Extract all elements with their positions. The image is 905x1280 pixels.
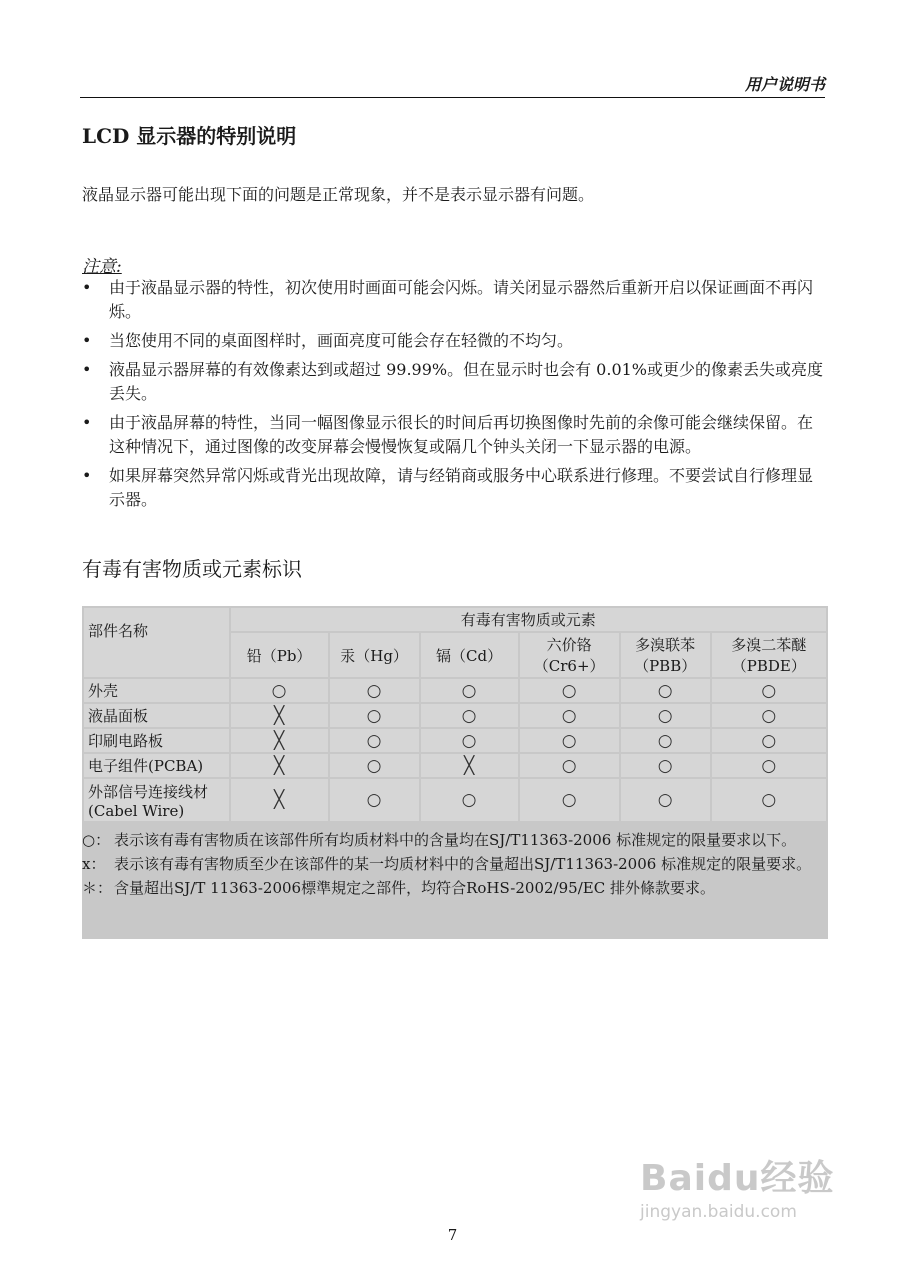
mark-symbol: ○ (761, 790, 777, 810)
list-item (82, 329, 827, 353)
mark-cell (231, 679, 328, 702)
footnote-symbol: x： (82, 855, 106, 873)
list-item (82, 464, 827, 512)
mark-cell (621, 729, 710, 752)
table-footnotes (82, 829, 828, 901)
part-name-cell (84, 779, 229, 821)
col-label-sub: （Cr6+） (533, 657, 605, 675)
col-label: 多溴联苯 (635, 636, 696, 654)
footnote-asterisk (82, 877, 828, 899)
table-row (84, 704, 826, 727)
mark-cell (421, 779, 518, 821)
mark-cell (421, 679, 518, 702)
mark-symbol: ○ (461, 790, 477, 810)
section-title-lcd: LCD 显示器的特别说明 (82, 124, 297, 148)
col-label: 铅（Pb） (246, 646, 312, 665)
mark-cell (330, 729, 419, 752)
mark-cell (330, 679, 419, 702)
header-col-pb (231, 633, 328, 677)
part-name: 外部信号连接线材 (88, 782, 209, 801)
mark-cell (712, 679, 826, 702)
mark-symbol: ○ (761, 755, 777, 776)
mark-cell (520, 679, 619, 702)
mark-symbol: ○ (461, 730, 477, 751)
mark-symbol: ○ (561, 755, 577, 776)
header-part-name: 部件名称 (84, 608, 229, 677)
part-name: 液晶面板 (88, 707, 149, 725)
mark-symbol: ╳ (273, 730, 285, 751)
header-col-cd (421, 633, 518, 677)
intro-paragraph: 液晶显示器可能出现下面的问题是正常现象，并不是表示显示器有问题。 (82, 185, 595, 204)
bullet-icon: • (82, 360, 92, 379)
part-name: 印刷电路板 (88, 732, 164, 750)
table-row (84, 779, 826, 821)
mark-symbol: ○ (761, 730, 777, 751)
mark-symbol: ○ (366, 730, 382, 751)
mark-cell (421, 754, 518, 777)
footnote-text: 表示该有毒有害物质至少在该部件的某一均质材料中的含量超出SJ/T11363-2006 标准规定的限量要求。 (114, 855, 812, 873)
mark-symbol: ○ (366, 790, 382, 810)
mark-symbol: ○ (561, 790, 577, 810)
col-label-sub: （PBB） (634, 657, 697, 675)
mark-symbol: ○ (657, 730, 673, 751)
bullet-icon: • (82, 331, 92, 350)
mark-symbol: ○ (657, 790, 673, 810)
notes-list (82, 276, 827, 517)
col-label: 镉（Cd） (436, 646, 503, 665)
mark-cell (330, 779, 419, 821)
bullet-text: 当您使用不同的桌面图样时，画面亮度可能会存在轻微的不均匀。 (109, 331, 574, 350)
mark-symbol: ○ (561, 705, 577, 726)
col-label: 汞（Hg） (340, 646, 408, 665)
footnote-cross (82, 853, 828, 875)
col-label-sub: （PBDE） (731, 657, 806, 675)
section-title-hazardous: 有毒有害物质或元素标识 (82, 557, 302, 581)
mark-symbol: ○ (657, 680, 673, 701)
mark-symbol: ○ (461, 680, 477, 701)
mark-symbol: ○ (761, 705, 777, 726)
mark-cell (520, 729, 619, 752)
header-col-pbb (621, 633, 710, 677)
mark-cell (712, 704, 826, 727)
header-col-hg (330, 633, 419, 677)
mark-cell (712, 779, 826, 821)
mark-cell (621, 704, 710, 727)
header-title: 用户说明书 (744, 75, 825, 94)
bullet-text: 液晶显示器屏幕的有效像素达到或超过 99.99%。但在显示时也会有 0.01%或更少的像素丢失或亮度丢失。 (109, 360, 824, 403)
page-number: 7 (447, 1226, 458, 1244)
mark-symbol: ╳ (463, 755, 475, 776)
mark-symbol: ○ (366, 755, 382, 776)
mark-cell (520, 754, 619, 777)
mark-symbol: ○ (761, 680, 777, 701)
mark-symbol: ○ (461, 705, 477, 726)
mark-cell (421, 729, 518, 752)
watermark-url: jingyan.baidu.com (640, 1202, 797, 1222)
list-item (82, 358, 827, 406)
header-substance-group: 有毒有害物质或元素 (231, 608, 826, 631)
mark-cell (231, 729, 328, 752)
mark-cell (621, 779, 710, 821)
note-label: 注意: (82, 257, 122, 277)
mark-cell (712, 729, 826, 752)
mark-cell (520, 704, 619, 727)
footnote-circle (82, 829, 828, 851)
part-name-sub: (Cabel Wire) (88, 801, 185, 820)
mark-symbol: ○ (366, 680, 382, 701)
hazardous-substances-table (82, 606, 828, 823)
mark-cell (231, 704, 328, 727)
bullet-icon: • (82, 466, 92, 485)
header-col-cr6 (520, 633, 619, 677)
list-item (82, 411, 827, 459)
list-item (82, 276, 827, 324)
mark-cell (330, 754, 419, 777)
mark-symbol: ╳ (273, 790, 285, 810)
baidu-watermark (640, 1150, 850, 1245)
mark-symbol: ╳ (273, 705, 285, 726)
mark-symbol: ○ (366, 705, 382, 726)
mark-cell (712, 754, 826, 777)
part-name-cell (84, 679, 229, 702)
footnote-symbol: ○： (82, 831, 111, 849)
mark-symbol: ○ (657, 755, 673, 776)
watermark-logo: Baidu经验 (640, 1158, 835, 1199)
mark-cell (621, 754, 710, 777)
part-name: 外壳 (88, 682, 119, 700)
bullet-text: 如果屏幕突然异常闪烁或背光出现故障，请与经销商或服务中心联系进行修理。不要尝试自行修理显示器。 (109, 466, 814, 509)
col-label: 多溴二苯醚 (731, 636, 807, 654)
bullet-text: 由于液晶屏幕的特性，当同一幅图像显示很长的时间后再切换图像时先前的余像可能会继续保留。在这种情况下，通过图像的改变屏幕会慢慢恢复或隔几个钟头关闭一下显示器的电源。 (109, 413, 814, 456)
footnote-symbol: ＊： (82, 879, 113, 897)
header-col-pbde (712, 633, 826, 677)
mark-symbol: ○ (561, 680, 577, 701)
part-name: 电子组件(PCBA) (88, 757, 204, 775)
table-row (84, 729, 826, 752)
header-rule (80, 97, 825, 98)
table-row (84, 679, 826, 702)
col-label: 六价铬 (546, 636, 592, 654)
mark-symbol: ╳ (273, 755, 285, 776)
part-name-cell (84, 754, 229, 777)
bullet-icon: • (82, 278, 92, 297)
mark-cell (231, 754, 328, 777)
mark-cell (621, 679, 710, 702)
table-row (84, 754, 826, 777)
footnote-text: 含量超出SJ/T 11363-2006標準規定之部件，均符合RoHS-2002/95/EC 排外條款要求。 (114, 879, 715, 897)
mark-symbol: ○ (271, 680, 287, 701)
mark-symbol: ○ (561, 730, 577, 751)
footnote-text: 表示该有毒有害物质在该部件所有均质材料中的含量均在SJ/T11363-2006 标准规定的限量要求以下。 (114, 831, 797, 849)
bullet-text: 由于液晶显示器的特性，初次使用时画面可能会闪烁。请关闭显示器然后重新开启以保证画面不再闪烁。 (109, 278, 814, 321)
mark-cell (330, 704, 419, 727)
mark-cell (231, 779, 328, 821)
part-name-cell (84, 704, 229, 727)
mark-cell (421, 704, 518, 727)
mark-cell (520, 779, 619, 821)
mark-symbol: ○ (657, 705, 673, 726)
bullet-icon: • (82, 413, 92, 432)
part-name-cell (84, 729, 229, 752)
